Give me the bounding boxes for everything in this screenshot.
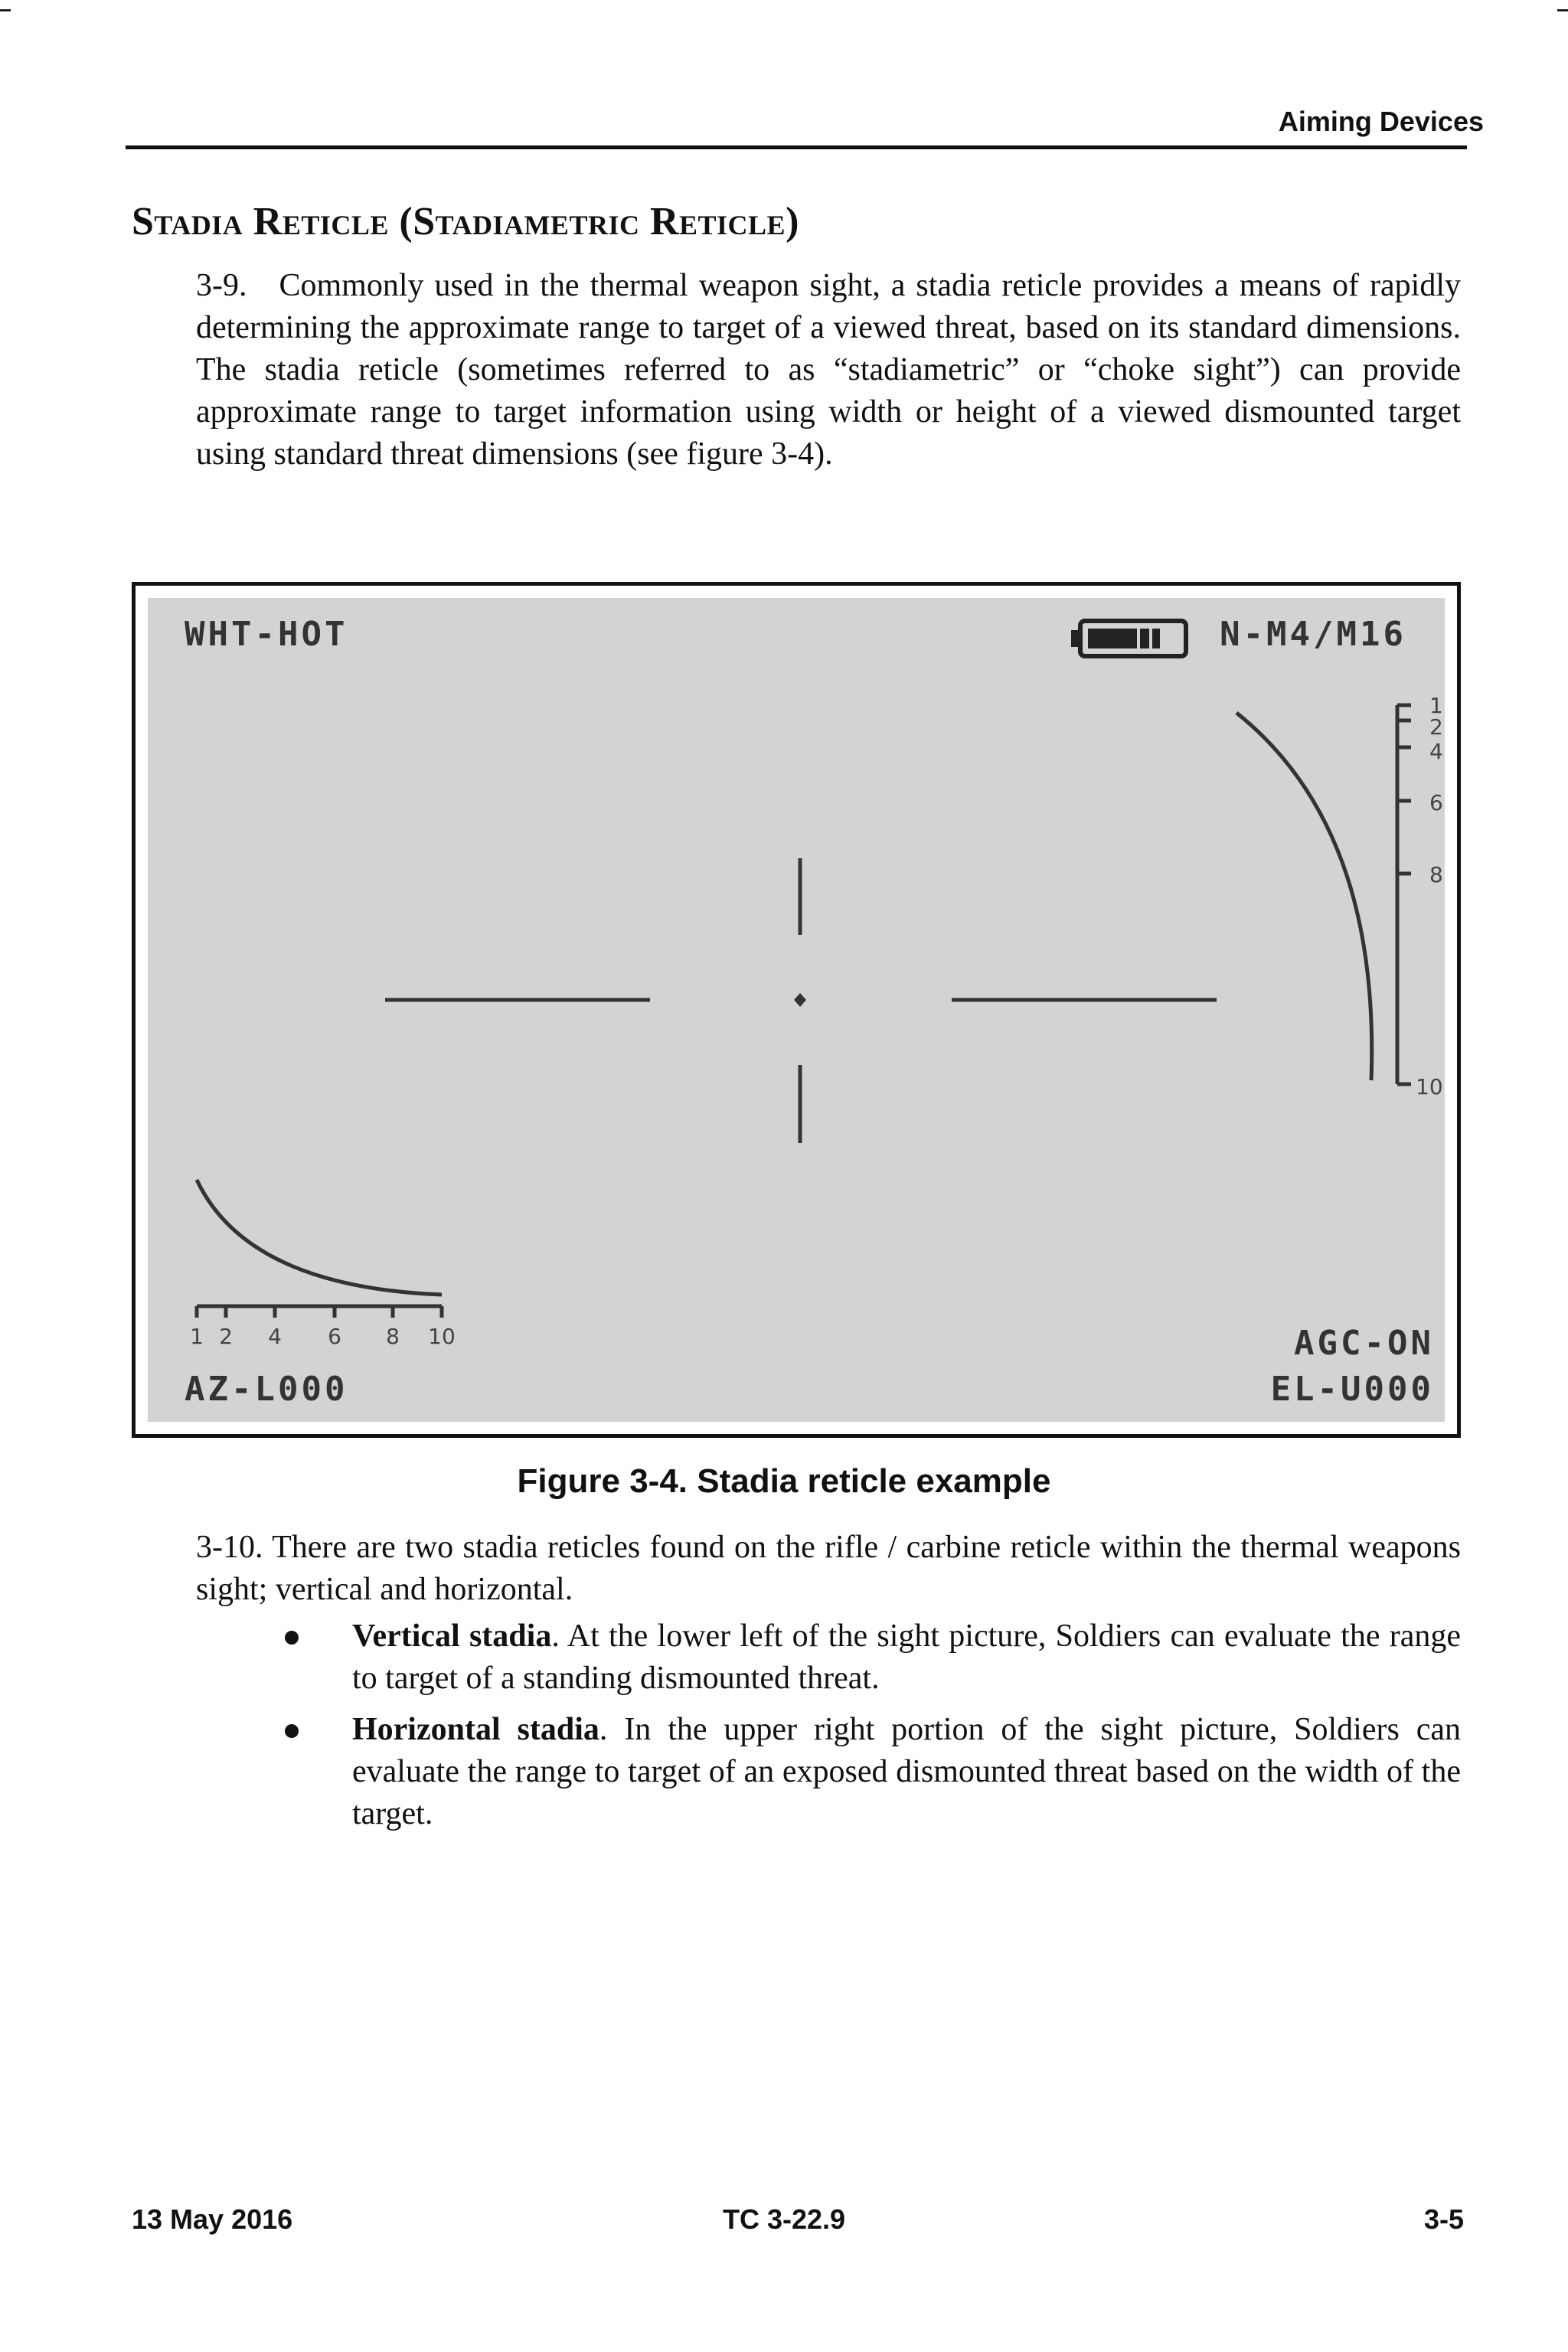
vertical-scale-label-4: 4 <box>1429 739 1443 764</box>
horizontal-scale-label-4: 4 <box>268 1324 282 1349</box>
crop-mark-left <box>0 9 11 11</box>
hud-polarity: WHT-HOT <box>185 615 348 654</box>
vertical-stadia-curve <box>1236 713 1372 1080</box>
figure-caption: Figure 3-4. Stadia reticle example <box>517 1462 1051 1500</box>
horizontal-scale-label-10: 10 <box>428 1324 456 1349</box>
list-item-term: Vertical stadia <box>352 1619 552 1654</box>
hud-azimuth: AZ-L000 <box>185 1370 348 1409</box>
vertical-scale-label-1: 1 <box>1429 693 1443 718</box>
horizontal-scale-label-6: 6 <box>328 1324 341 1349</box>
list-item-text: . In the upper right portion of the sight picture, Soldiers can evaluate the range to target of an exposed dismounted threat based on the width of the target. <box>352 1712 1461 1831</box>
sight-screen <box>148 598 1445 1422</box>
list-item-text: . At the lower left of the sight picture, Soldiers can evaluate the range to target of a standing dismounted threat. <box>352 1619 1461 1696</box>
vertical-scale-label-8: 8 <box>1429 862 1443 887</box>
battery-icon <box>1071 621 1186 656</box>
stadia-list <box>285 1615 1461 1844</box>
horizontal-stadia-scale <box>197 1306 442 1318</box>
vertical-stadia-scale <box>1397 705 1411 1084</box>
crop-mark-right <box>1557 9 1568 11</box>
horizontal-scale-label-2: 2 <box>219 1324 233 1349</box>
hud-weapon: N-M4/M16 <box>1220 615 1406 654</box>
bullet-icon <box>285 1631 299 1645</box>
center-dot <box>794 993 806 1007</box>
paragraph-3-10: 3-10. There are two stadia reticles found on the rifle / carbine reticle within the thermal weapons sight; vertical and horizontal. <box>196 1530 1461 1607</box>
vertical-scale-label-6: 6 <box>1429 790 1443 815</box>
list-item <box>285 1709 1461 1835</box>
horizontal-scale-label-8: 8 <box>386 1324 400 1349</box>
list-item <box>285 1615 1461 1700</box>
list-item-term: Horizontal stadia <box>352 1712 599 1747</box>
running-header: Aiming Devices <box>1278 106 1484 137</box>
reticle-drawing <box>148 598 1445 1422</box>
figure-stadia-reticle <box>132 582 1461 1438</box>
vertical-scale-label-2: 2 <box>1429 714 1443 740</box>
section-heading: Stadia Reticle (Stadiametric Reticle) <box>132 200 799 243</box>
horizontal-stadia-curve <box>197 1180 442 1295</box>
hud-agc: AGC-ON <box>1294 1324 1434 1363</box>
horizontal-scale-label-1: 1 <box>190 1324 204 1349</box>
footer-document: TC 3-22.9 <box>722 2203 846 2235</box>
vertical-scale-label-10: 10 <box>1416 1074 1443 1099</box>
footer-page-number: 3-5 <box>1423 2203 1464 2235</box>
header-rule <box>126 145 1467 149</box>
hud-elevation: EL-U000 <box>1270 1370 1434 1409</box>
bullet-icon <box>285 1724 299 1738</box>
footer-date: 13 May 2016 <box>132 2203 293 2235</box>
paragraph-3-9: 3-9. Commonly used in the thermal weapon sight, a stadia reticle provides a means of rapidly determining the approximate range to target of a viewed threat, based on its standard dimensions. The stadia reticle (sometimes referred to as “stadiametric” or “choke sight”) can provide approximate range to target information using width or height of a viewed dismounted target using standard threat dimensions (see figure 3-4). <box>196 268 1461 472</box>
